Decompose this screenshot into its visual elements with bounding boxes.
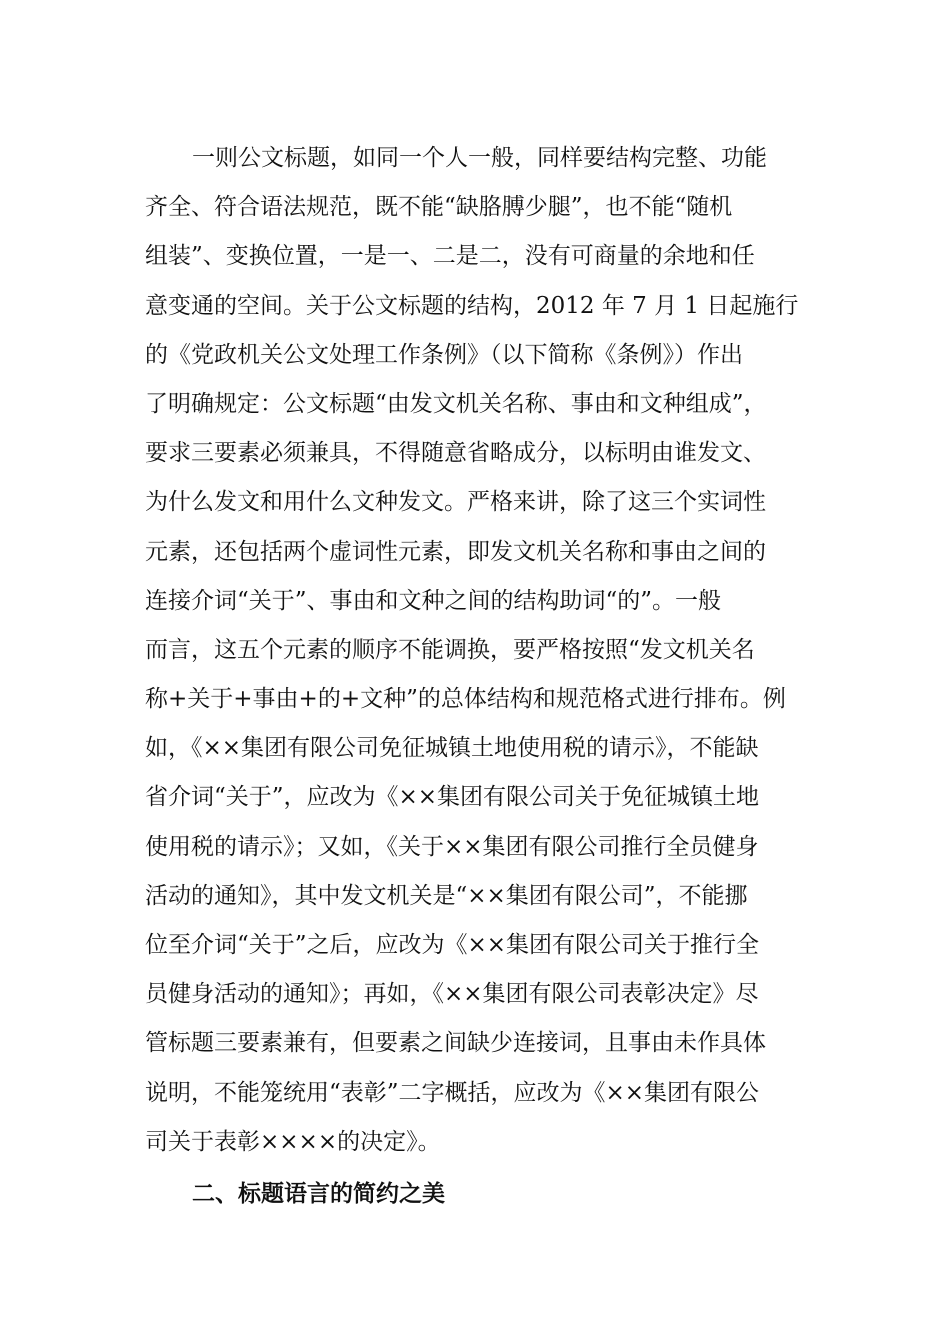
paragraph-line: 元素，还包括两个虚词性元素，即发文机关名称和事由之间的	[145, 538, 766, 565]
paragraph-line: 齐全、符合语法规范，既不能“缺胳膊少腿”，也不能“随机	[145, 194, 733, 221]
paragraph-line: 管标题三要素兼有，但要素之间缺少连接词，且事由未作具体	[145, 1030, 766, 1057]
paragraph-line: 为什么发文和用什么文种发文。严格来讲，除了这三个实词性	[145, 489, 766, 516]
paragraph-line: 活动的通知》，其中发文机关是“××集团有限公司”，不能挪	[145, 882, 748, 909]
paragraph-line: 司关于表彰××××的决定》。	[145, 1128, 441, 1155]
paragraph-line: 了明确规定：公文标题“由发文机关名称、事由和文种组成”，	[145, 390, 767, 417]
paragraph-line: 说明，不能笼统用“表彰”二字概括，应改为《××集团有限公	[145, 1079, 760, 1106]
paragraph-line: 组装”、变换位置，一是一、二是二，没有可商量的余地和任	[145, 243, 755, 270]
paragraph-line: 位至介词“关于”之后，应改为《××集团有限公司关于推行全	[145, 932, 760, 958]
paragraph-line: 称+关于+事由+的+文种”的总体结构和规范格式进行排布。例	[145, 686, 786, 713]
paragraph-line: 的《党政机关公文处理工作条例》（以下简称《条例》）作出	[145, 341, 743, 368]
paragraph-line: 而言，这五个元素的顺序不能调换，要严格按照“发文机关名	[145, 636, 755, 663]
paragraph-line: 意变通的空间。关于公文标题的结构，2012 年 7 月 1 日起施行	[145, 292, 799, 319]
paragraph-line: 如，《××集团有限公司免征城镇土地使用税的请示》，不能缺	[145, 735, 759, 762]
paragraph-line: 员健身活动的通知》；再如，《××集团有限公司表彰决定》尽	[145, 981, 759, 1008]
section-heading: 二、标题语言的简约之美	[192, 1181, 445, 1207]
paragraph-line: 省介词“关于”，应改为《××集团有限公司关于免征城镇土地	[145, 784, 760, 811]
paragraph-line: 使用税的请示》；又如，《关于××集团有限公司推行全员健身	[145, 833, 759, 860]
paragraph-line: 连接介词“关于”、事由和文种之间的结构助词“的”。一般	[145, 587, 722, 614]
body-paragraph	[145, 134, 825, 1167]
paragraph-line: 一则公文标题，如同一个人一般，同样要结构完整、功能	[192, 145, 767, 171]
paragraph-line: 要求三要素必须兼具，不得随意省略成分，以标明由谁发文、	[145, 440, 766, 467]
